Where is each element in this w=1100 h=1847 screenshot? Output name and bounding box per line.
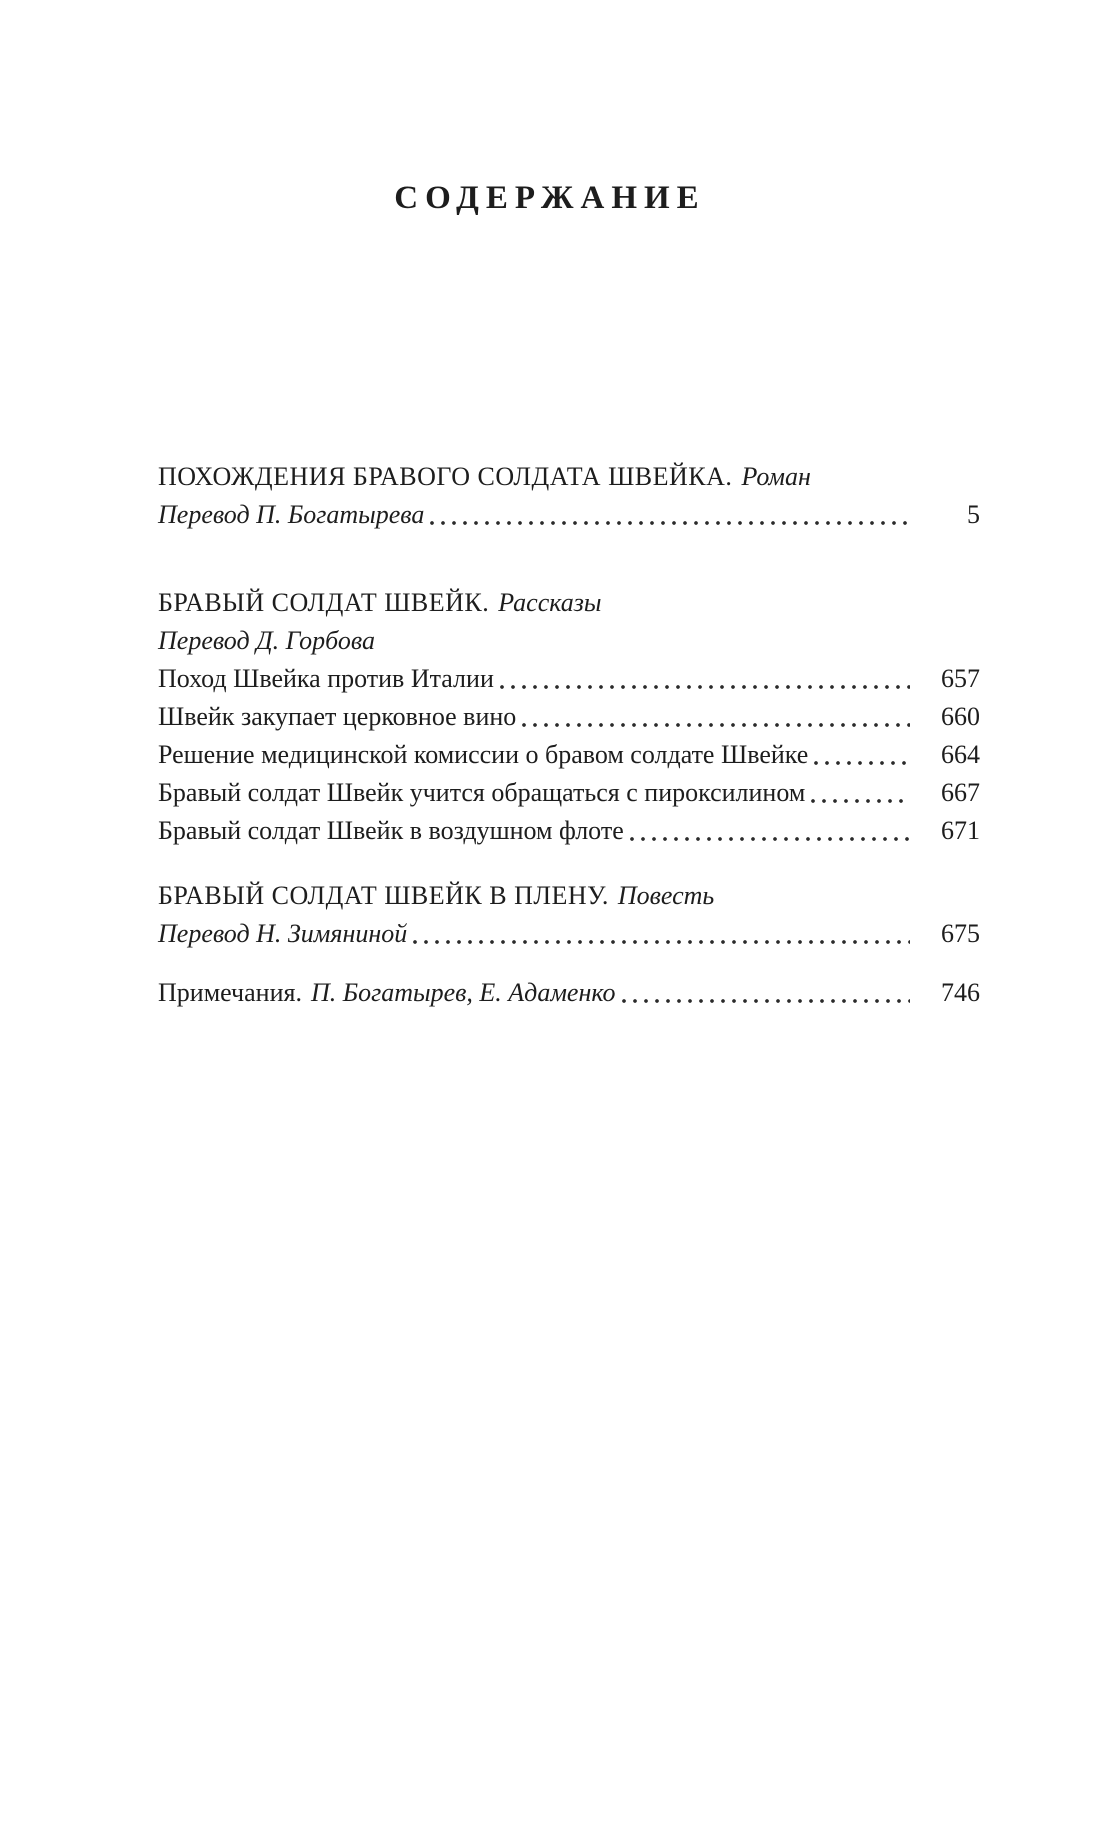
dot-leader	[522, 723, 910, 727]
page-number: 660	[941, 702, 980, 731]
toc-entry-title: Швейк закупает церковное вино	[158, 702, 517, 731]
page-number: 671	[941, 816, 980, 845]
book-page	[0, 178, 1100, 1847]
page-number: 657	[941, 664, 980, 693]
toc-entry-genre: Повесть	[617, 881, 715, 910]
dot-leader	[811, 799, 910, 803]
page-number: 664	[941, 740, 980, 769]
toc-entry-title: ПОХОЖДЕНИЯ БРАВОГО СОЛДАТА ШВЕЙКА.	[158, 462, 733, 491]
toc-entry-title: БРАВЫЙ СОЛДАТ ШВЕЙК В ПЛЕНУ.	[158, 881, 609, 910]
toc-entry	[158, 458, 980, 496]
toc-entry	[158, 584, 980, 622]
contents-title: СОДЕРЖАНИЕ	[394, 180, 706, 216]
toc-entry-translator: Перевод Н. Зимяниной	[158, 919, 408, 948]
dot-leader	[500, 685, 910, 689]
toc-entry	[158, 496, 980, 534]
table-of-contents	[158, 458, 980, 1012]
toc-entry	[158, 774, 980, 812]
toc-entry-title: Бравый солдат Швейк в воздушном флоте	[158, 816, 624, 845]
toc-entry-translator: Перевод Д. Горбова	[158, 626, 375, 655]
toc-entry	[158, 915, 980, 953]
dot-leader	[814, 761, 910, 765]
toc-entry-title: Примечания.	[158, 978, 302, 1007]
dot-leader	[413, 940, 910, 944]
toc-entry	[158, 660, 980, 698]
page-number: 5	[967, 500, 980, 529]
toc-entry-title: Бравый солдат Швейк учится обращаться с пироксилином	[158, 778, 806, 807]
dot-leader	[630, 837, 910, 841]
toc-entry-title: БРАВЫЙ СОЛДАТ ШВЕЙК.	[158, 588, 490, 617]
toc-entry-genre: Рассказы	[498, 588, 602, 617]
toc-entry	[158, 812, 980, 850]
toc-entry-translator: Перевод П. Богатырева	[158, 500, 425, 529]
toc-entry-title: Поход Швейка против Италии	[158, 664, 494, 693]
toc-entry	[158, 736, 980, 774]
toc-entry	[158, 622, 980, 660]
page-number: 675	[941, 919, 980, 948]
toc-entry	[158, 974, 980, 1012]
dot-leader	[430, 521, 910, 525]
page-number: 667	[941, 778, 980, 807]
toc-entry-genre: Роман	[741, 462, 811, 491]
dot-leader	[622, 999, 910, 1003]
page-number: 746	[941, 978, 980, 1007]
toc-entry-authors: П. Богатырев, Е. Адаменко	[310, 978, 616, 1007]
toc-entry	[158, 698, 980, 736]
toc-entry-title: Решение медицинской комиссии о бравом солдате Швейке	[158, 740, 809, 769]
toc-entry	[158, 877, 980, 915]
